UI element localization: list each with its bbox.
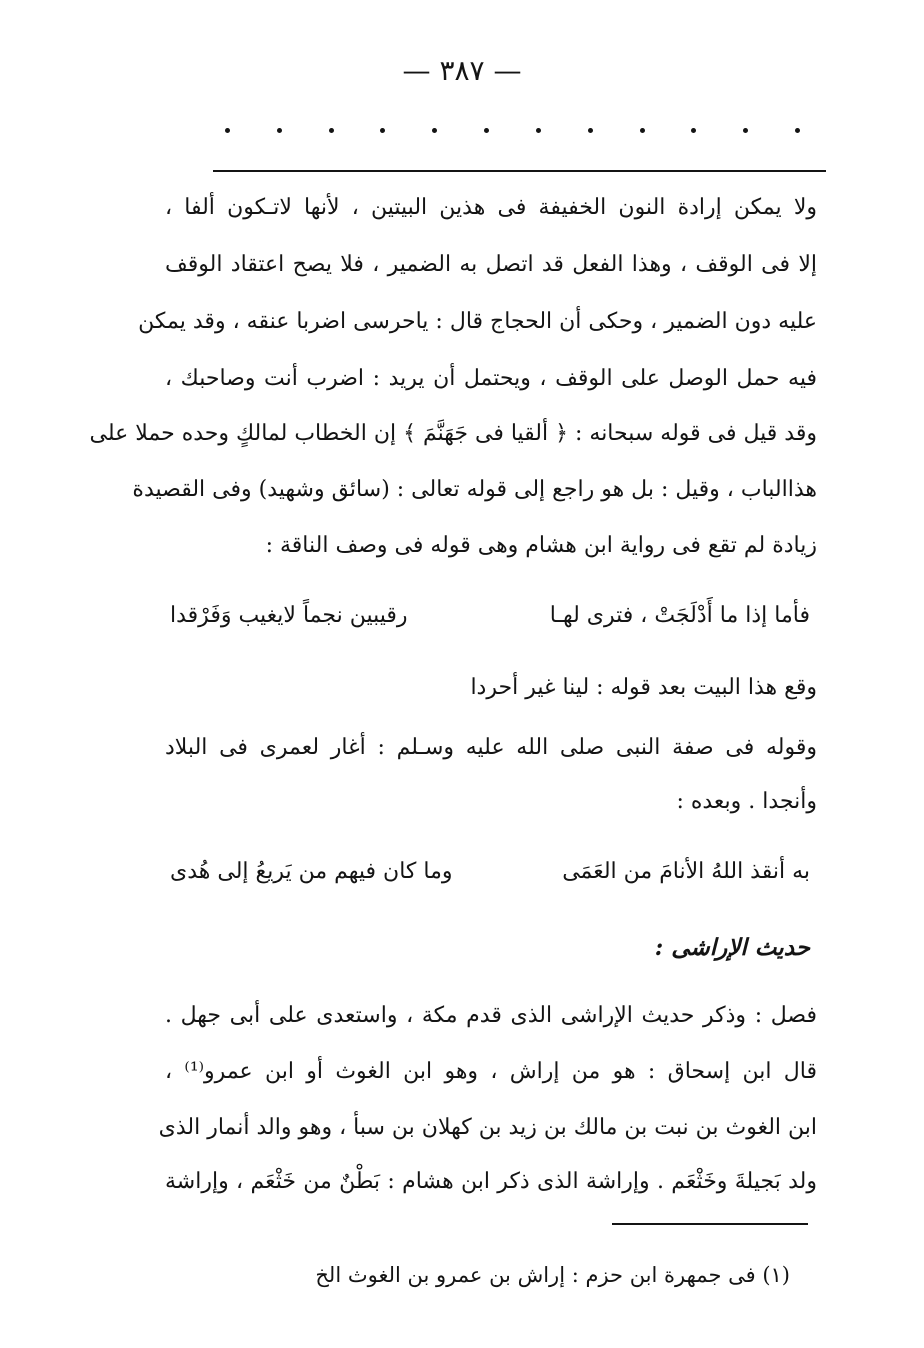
verse-first-hemistich: به أنقذ اللهُ الأنامَ من العَمَى [562, 859, 810, 884]
dotted-separator [225, 128, 800, 133]
separator-dot [536, 128, 541, 133]
footnote: (١) فى جمهرة ابن حزم : إراش بن عمرو بن الغوث الخ [315, 1263, 790, 1287]
separator-dot [691, 128, 696, 133]
separator-dot [329, 128, 334, 133]
body-line: قال ابن إسحاق : هو من إراش ، وهو ابن الغوث أو ابن عمرو⁽¹⁾ ، [165, 1059, 818, 1084]
separator-dot [277, 128, 282, 133]
body-line: ولد بَجيلةَ وخَثْعَم . وإراشة الذى ذكر ابن هشام : بَطْنٌ من خَثْعَم ، وإراشة [165, 1169, 817, 1194]
separator-dot [588, 128, 593, 133]
verse-line [170, 852, 810, 892]
verse-second-hemistich: رقيبين نجماً لايغيب وَفَرْقدا [170, 603, 408, 628]
body-line: ولا يمكن إرادة النون الخفيفة فى هذين البيتين ، لأنها لاتـكون ألفا ، [165, 195, 817, 220]
body-line: وقع هذا البيت بعد قوله : لينا غير أحردا [470, 675, 817, 700]
separator-dot [432, 128, 437, 133]
body-line: وأنجدا . وبعده : [676, 789, 817, 814]
verse-second-hemistich: وما كان فيهم من يَريعُ إلى هُدى [170, 859, 453, 884]
body-line: فيه حمل الوصل على الوقف ، ويحتمل أن يريد : اضرب أنت وصاحبك ، [165, 366, 817, 391]
footnote-rule [612, 1223, 808, 1225]
body-line: فصل : وذكر حديث الإراشى الذى قدم مكة ، واستعدى على أبى جهل . [165, 1003, 817, 1028]
separator-dot [795, 128, 800, 133]
separator-dot [380, 128, 385, 133]
page-number: — ٣٨٧ — [402, 54, 522, 87]
body-line: هذاالباب ، وقيل : بل هو راجع إلى قوله تعالى : (سائق وشهيد) وفى القصيدة [132, 477, 817, 502]
body-line: وقوله فى صفة النبى صلى الله عليه وسـلم : أغار لعمرى فى البلاد [165, 735, 817, 760]
separator-dot [640, 128, 645, 133]
body-line: وقد قيل فى قوله سبحانه : ﴿ ألقيا فى جَهَنَّمَ ﴾ إن الخطاب لمالكٍ وحده حملا على [89, 421, 817, 446]
header-rule [213, 170, 826, 172]
body-line: زيادة لم تقع فى رواية ابن هشام وهى قوله فى وصف الناقة : [265, 533, 817, 558]
separator-dot [225, 128, 230, 133]
separator-dot [484, 128, 489, 133]
body-line: عليه دون الضمير ، وحكى أن الحجاج قال : ياحرسى اضربا عنقه ، وقد يمكن [138, 309, 817, 334]
body-line: إلا فى الوقف ، وهذا الفعل قد اتصل به الضمير ، فلا يصح اعتقاد الوقف [165, 252, 817, 277]
separator-dot [743, 128, 748, 133]
section-heading: حديث الإراشى : [654, 934, 810, 961]
verse-line [170, 596, 810, 636]
verse-first-hemistich: فأما إذا ما أَدْلَجَتْ ، فترى لهـا [549, 603, 810, 628]
body-line: ابن الغوث بن نبت بن مالك بن زيد بن كهلان بن سبأ ، وهو والد أنمار الذى [158, 1115, 817, 1140]
